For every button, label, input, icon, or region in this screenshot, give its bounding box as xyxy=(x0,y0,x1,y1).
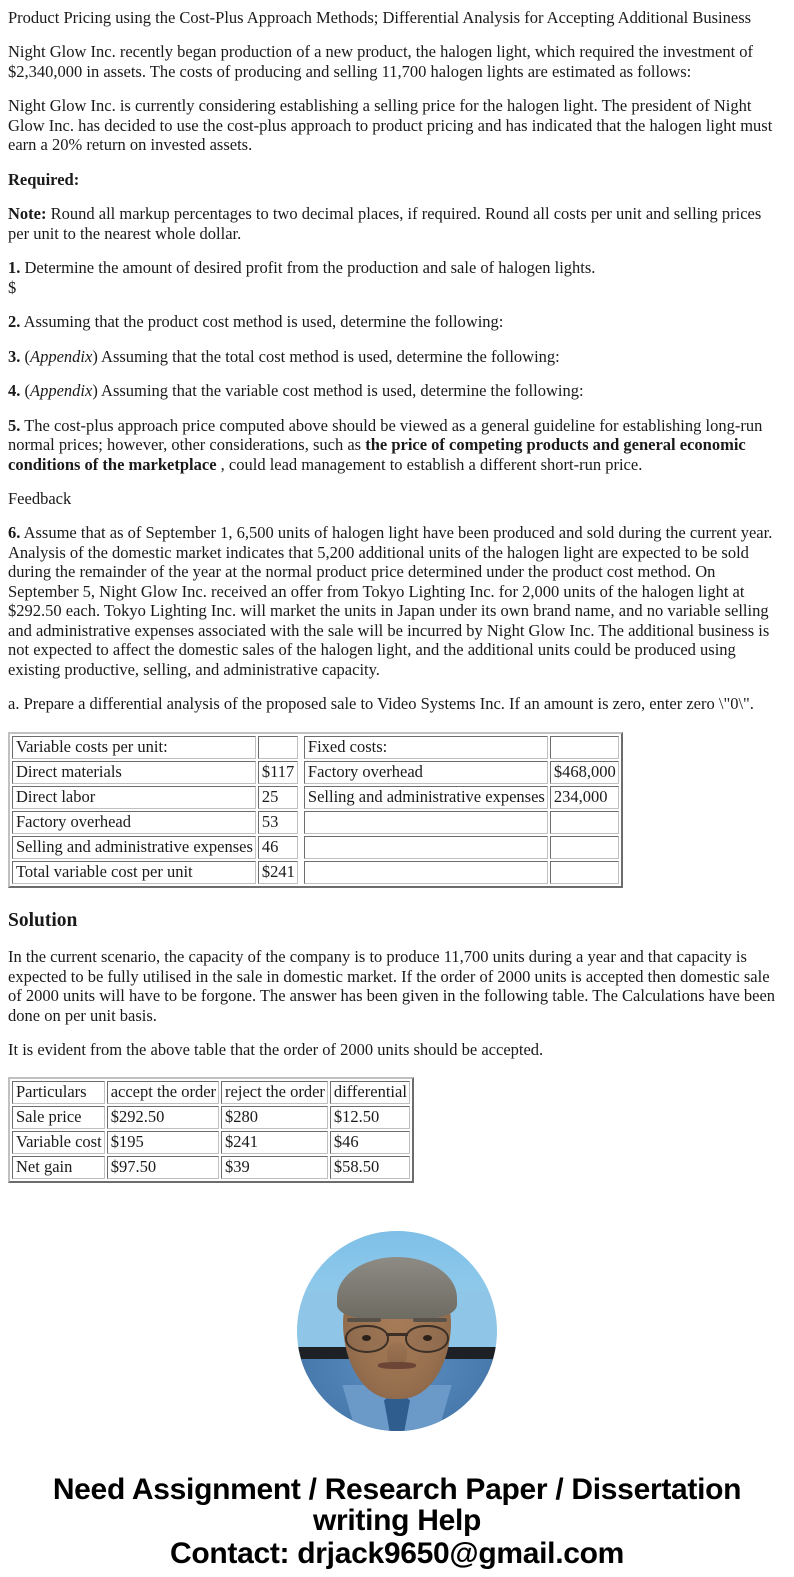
accept-value: $292.50 xyxy=(107,1106,219,1129)
cost-value: 46 xyxy=(258,836,298,859)
fixed-value: 234,000 xyxy=(550,786,619,809)
table-row xyxy=(12,761,619,784)
note-text: Round all markup percentages to two decimal places, if required. Round all costs per unit and selling prices per unit to the nearest whole dollar. xyxy=(8,204,762,243)
reject-value: $280 xyxy=(221,1106,328,1129)
item-3-appendix: Appendix xyxy=(30,346,93,366)
fixed-label xyxy=(304,811,548,834)
feedback-label: Feedback xyxy=(8,488,72,508)
item-4-appendix: Appendix xyxy=(30,381,93,401)
footer-line-2: writing Help xyxy=(312,1504,482,1538)
differential-value: $12.50 xyxy=(330,1106,410,1129)
avatar-eyebrow-left xyxy=(347,1318,381,1322)
item-2-number: 2. xyxy=(8,312,21,332)
item-4-number: 4. xyxy=(8,381,21,401)
cost-value: $241 xyxy=(258,861,298,884)
fixed-label: Fixed costs: xyxy=(304,736,548,759)
intro-paragraph-1: Night Glow Inc. recently began production of a new product, the halogen light, which required the investment of $2,340,000 in assets. The costs of producing and selling 11,700 halogen lights are estimated as follows: xyxy=(8,42,754,81)
intro-paragraph-2: Night Glow Inc. is currently considering establishing a selling price for the halogen light. The president of Night Glow Inc. has decided to use the cost-plus approach to product pricing and has indicated that the halogen light must earn a 20% return on invested assets. xyxy=(8,96,773,155)
note-label: Note: xyxy=(8,204,47,224)
item-6 xyxy=(8,523,786,679)
avatar-lens-right xyxy=(405,1325,449,1353)
cost-value: 25 xyxy=(258,786,298,809)
table-gap-cell xyxy=(300,861,302,884)
avatar-lens-left xyxy=(345,1325,389,1353)
footer-line-1: Need Assignment / Research Paper / Dissertation xyxy=(52,1473,742,1507)
fixed-value: $468,000 xyxy=(550,761,619,784)
item-5-text-before: The cost-plus approach price computed above should be viewed as a general guideline for establishing long-run normal prices; however, other considerations, such as xyxy=(8,415,763,455)
differential-table-body xyxy=(12,1081,410,1179)
item-5 xyxy=(8,416,786,474)
footer-contact: Contact: drjack9650@gmail.com xyxy=(169,1536,625,1570)
costs-table-body xyxy=(12,736,619,884)
item-4-text: Assuming that the variable cost method is used, determine the following: xyxy=(101,381,584,401)
cost-value: 53 xyxy=(258,811,298,834)
cost-value xyxy=(258,736,298,759)
item-2 xyxy=(8,312,786,331)
solution-heading: Solution xyxy=(8,909,78,931)
table-gap-cell xyxy=(300,736,302,759)
table-row xyxy=(12,1106,410,1129)
fixed-value xyxy=(550,836,619,859)
item-3-paren-open: ( xyxy=(24,346,30,366)
table-gap-cell xyxy=(300,761,302,784)
item-6-number: 6. xyxy=(8,523,21,543)
column-header-accept: accept the order xyxy=(107,1081,219,1104)
differential-analysis-table xyxy=(8,1077,414,1183)
avatar-eyebrow-right xyxy=(413,1318,447,1322)
fixed-value xyxy=(550,861,619,884)
differential-value: $58.50 xyxy=(330,1156,410,1179)
fixed-label xyxy=(304,836,548,859)
avatar-container xyxy=(8,1231,786,1431)
cost-label: Factory overhead xyxy=(12,811,256,834)
solution-paragraph-1: In the current scenario, the capacity of the company is to produce 11,700 units during a year and that capacity is expected to be fully utilised in the sale in domestic market. If the order of 2000 units is accepted then domestic sale of 2000 units will have to be forgone. The answer has been given in the following table. The Calculations have been done on per unit basis. xyxy=(8,947,776,1025)
avatar-eye-left xyxy=(362,1335,371,1341)
item-4 xyxy=(8,381,786,400)
item-3-text: Assuming that the total cost method is used, determine the following: xyxy=(101,346,560,366)
item-2-text: Assuming that the product cost method is used, determine the following: xyxy=(23,312,504,332)
cost-label: Direct labor xyxy=(12,786,256,809)
cost-label: Selling and administrative expenses xyxy=(12,836,256,859)
item-4-paren-close: ) xyxy=(92,381,98,401)
table-row xyxy=(12,836,619,859)
required-label xyxy=(8,170,786,189)
item-5-bold-phrase: the price of competing products and general economic conditions of the marketplace xyxy=(8,435,746,474)
fixed-value xyxy=(550,736,619,759)
glasses-icon xyxy=(345,1325,449,1351)
fixed-label xyxy=(304,861,548,884)
item-1 xyxy=(8,258,786,297)
column-header-reject: reject the order xyxy=(221,1081,328,1104)
table-gap-cell xyxy=(300,811,302,834)
required-label-text: Required: xyxy=(8,169,80,189)
fixed-value xyxy=(550,811,619,834)
table-row xyxy=(12,786,619,809)
avatar xyxy=(297,1231,497,1431)
cost-label: Variable costs per unit: xyxy=(12,736,256,759)
item-1-number: 1. xyxy=(8,258,21,278)
fixed-label: Factory overhead xyxy=(304,761,548,784)
column-header-particulars: Particulars xyxy=(12,1081,105,1104)
page-title: Product Pricing using the Cost-Plus Approach Methods; Differential Analysis for Accepting Additional Business xyxy=(8,8,752,27)
table-row xyxy=(12,811,619,834)
table-gap-cell xyxy=(300,786,302,809)
avatar-mouth xyxy=(378,1362,416,1369)
avatar-glasses-bridge xyxy=(386,1333,408,1336)
column-header-differential: differential xyxy=(330,1081,410,1104)
item-1-text: Determine the amount of desired profit from the production and sale of halogen lights. xyxy=(24,258,596,278)
fixed-label: Selling and administrative expenses xyxy=(304,786,548,809)
differential-value: $46 xyxy=(330,1131,410,1154)
item-1-answer-prefix: $ xyxy=(8,277,17,297)
table-gap-cell xyxy=(300,836,302,859)
item-5-number: 5. xyxy=(8,415,21,435)
item-6a: a. Prepare a differential analysis of the proposed sale to Video Systems Inc. If an amount is zero, enter zero \"0\". xyxy=(8,694,754,714)
accept-value: $195 xyxy=(107,1131,219,1154)
item-5-text-after: , could lead management to establish a different short-run price. xyxy=(220,454,643,474)
item-3-paren-close: ) xyxy=(92,346,98,366)
cost-value: $117 xyxy=(258,761,298,784)
table-header-row xyxy=(12,1081,410,1104)
reject-value: $241 xyxy=(221,1131,328,1154)
item-3 xyxy=(8,347,786,366)
cost-label: Total variable cost per unit xyxy=(12,861,256,884)
item-6-text: Assume that as of September 1, 6,500 units of halogen light have been produced and sold during the current year. Analysis of the domestic market indicates that 5,200 additional units of the halogen light are expected to be sold during the remainder of the year at the normal product price determined under the product cost method. On September 5, Night Glow Inc. received an offer from Tokyo Lighting Inc. for 2,000 units of the halogen light at $292.50 each. Tokyo Lighting Inc. will market the units in Japan under its own brand name, and no variable selling and administrative expenses associated with the sale will be incurred by Night Glow Inc. The additional business is not expected to affect the domestic sales of the halogen light, and the additional units could be produced using existing productive, selling, and administrative capacity. xyxy=(8,523,773,679)
cost-label: Direct materials xyxy=(12,761,256,784)
note-paragraph xyxy=(8,204,786,243)
table-row xyxy=(12,736,619,759)
footer-promo xyxy=(8,1475,786,1569)
table-row xyxy=(12,1131,410,1154)
table-row xyxy=(12,861,619,884)
costs-table xyxy=(8,732,623,888)
reject-value: $39 xyxy=(221,1156,328,1179)
item-3-number: 3. xyxy=(8,346,21,366)
accept-value: $97.50 xyxy=(107,1156,219,1179)
avatar-eye-right xyxy=(423,1335,432,1341)
row-label: Variable cost xyxy=(12,1131,105,1154)
solution-paragraph-2: It is evident from the above table that the order of 2000 units should be accepted. xyxy=(8,1039,544,1059)
item-4-paren-open: ( xyxy=(24,381,30,401)
table-row xyxy=(12,1156,410,1179)
row-label: Sale price xyxy=(12,1106,105,1129)
row-label: Net gain xyxy=(12,1156,105,1179)
